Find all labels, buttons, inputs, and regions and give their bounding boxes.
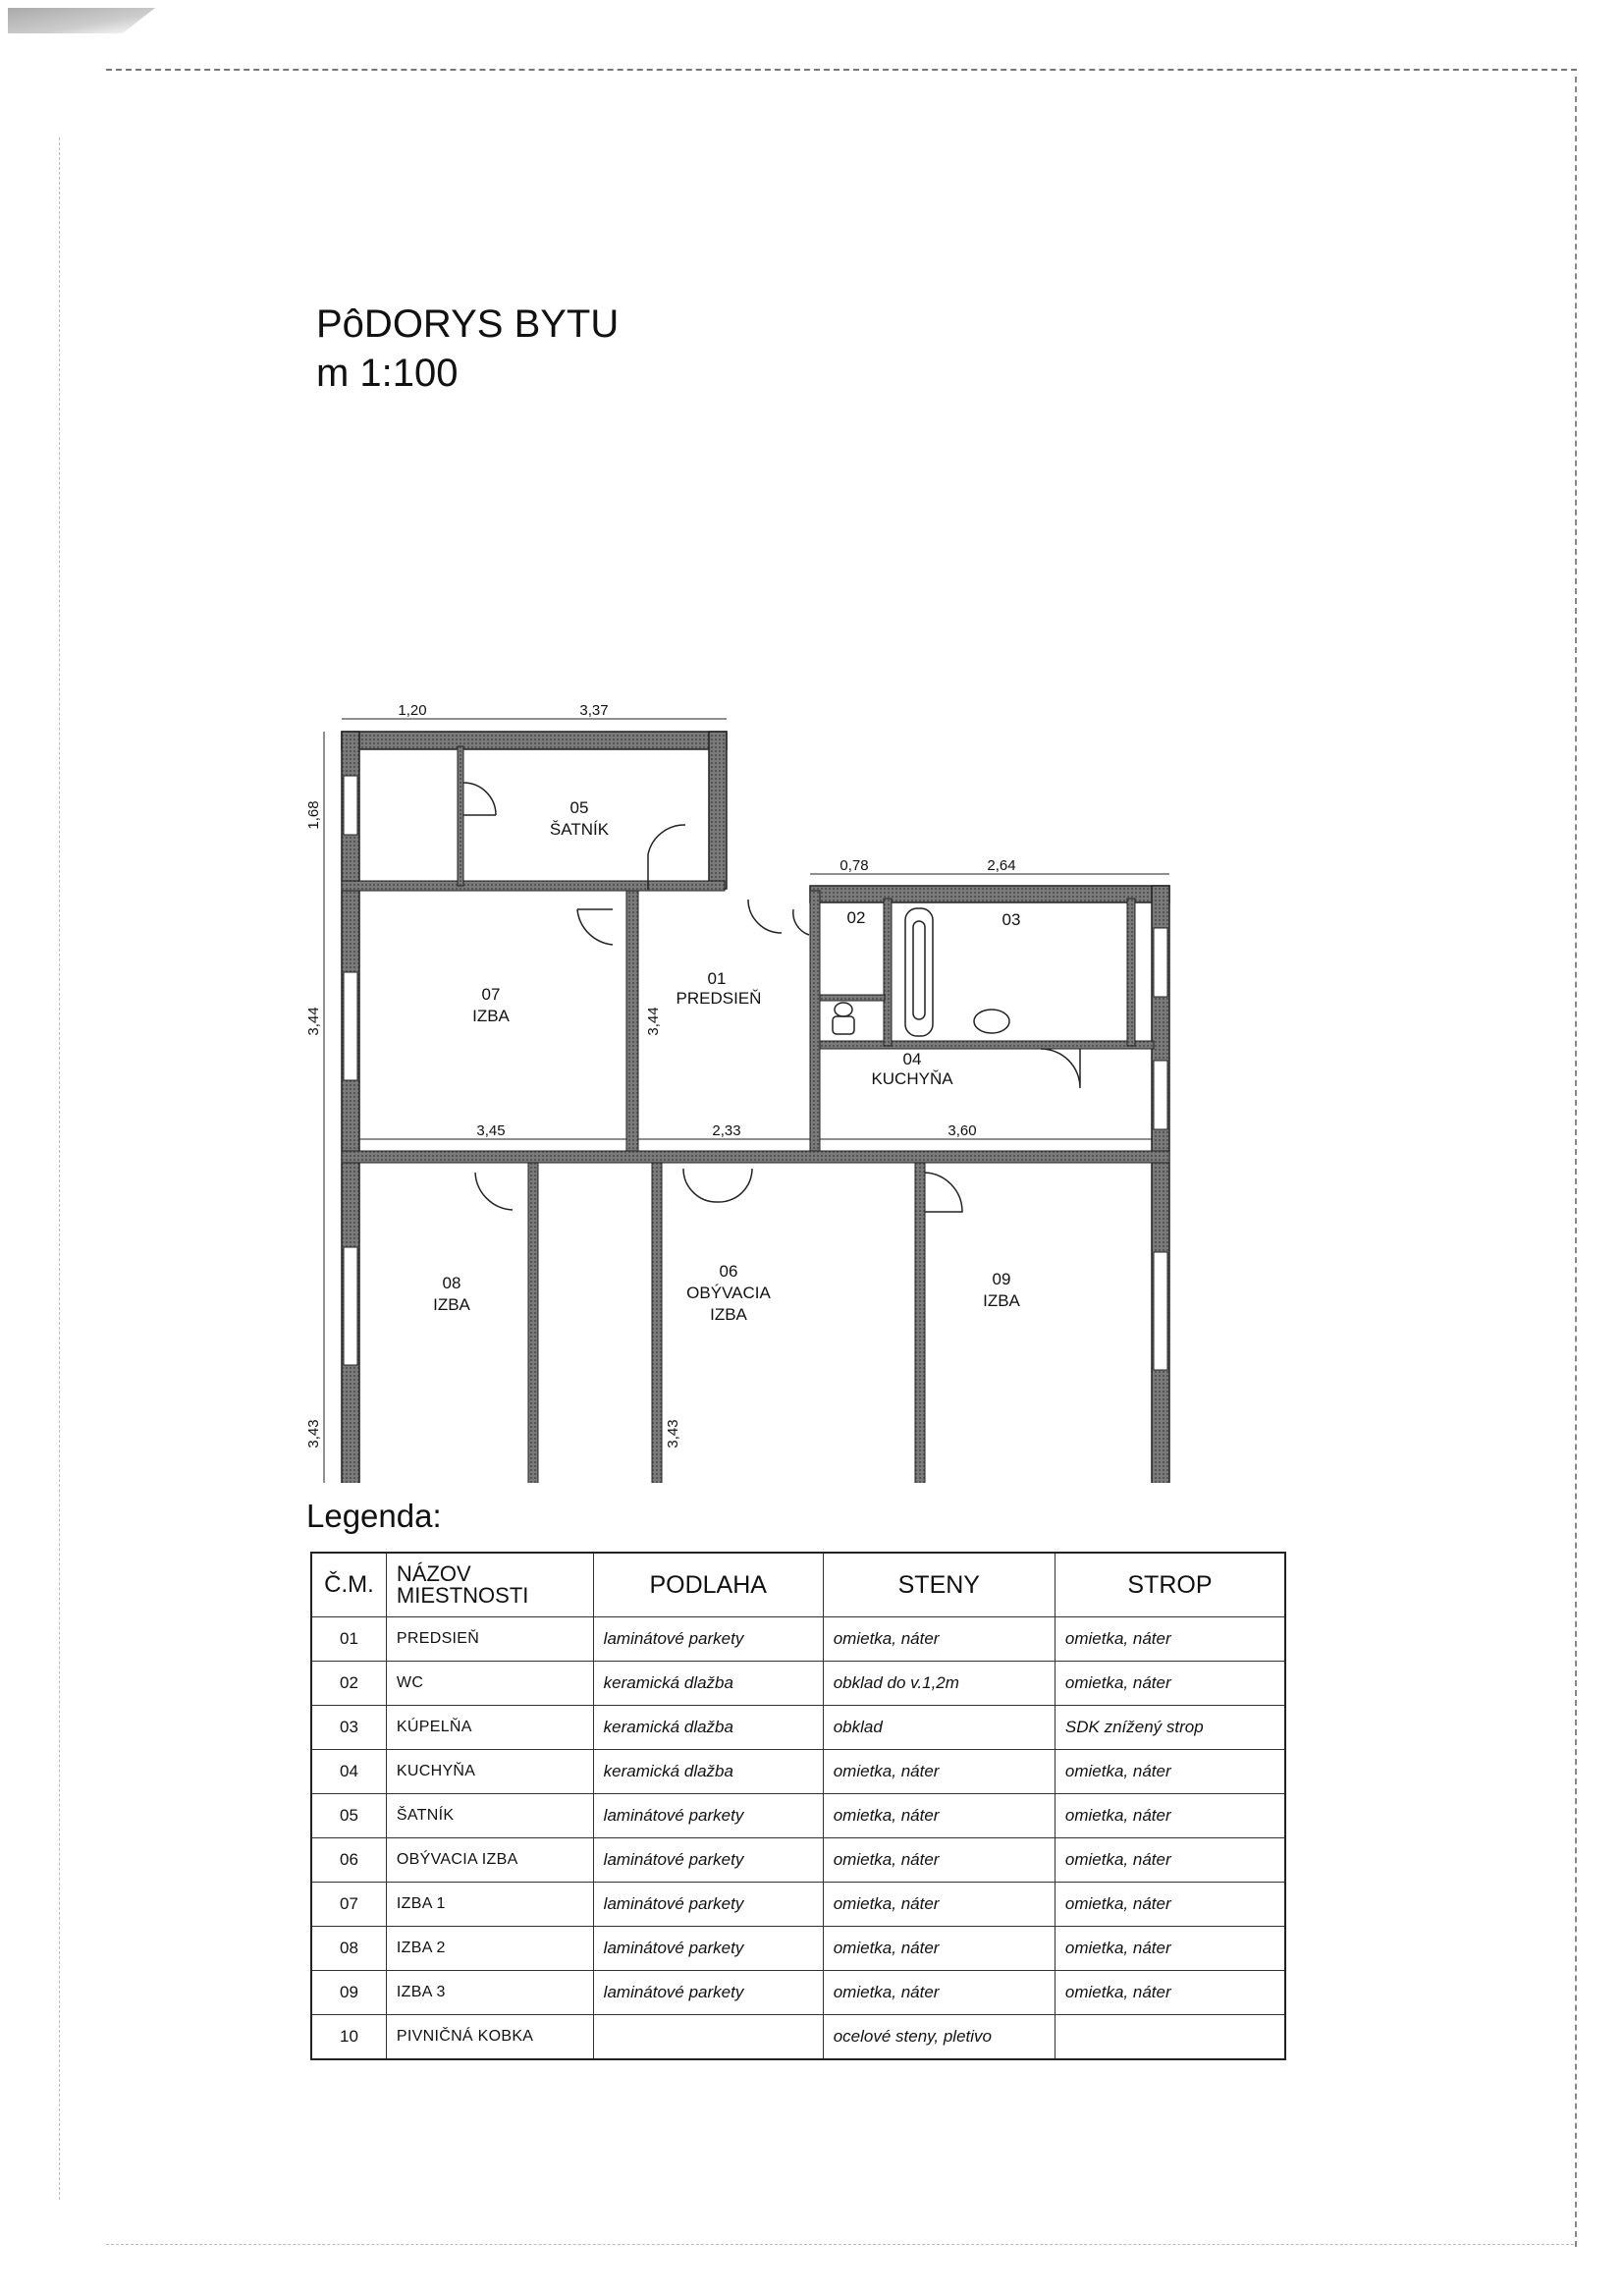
- cell-strop: [1055, 2015, 1285, 2060]
- cell-steny: obklad: [823, 1706, 1055, 1750]
- room-07-name: IZBA: [472, 1007, 510, 1025]
- sheet-border-top: [106, 69, 1577, 71]
- cell-name: PREDSIEŇ: [386, 1617, 593, 1662]
- cell-strop: omietka, náter: [1055, 1750, 1285, 1794]
- cell-num: 06: [311, 1838, 386, 1883]
- interior-walls: [342, 746, 1169, 1483]
- cell-strop: omietka, náter: [1055, 1883, 1285, 1927]
- room-08-name: IZBA: [433, 1295, 470, 1314]
- cell-podlaha: keramická dlažba: [593, 1662, 823, 1706]
- cell-strop: omietka, náter: [1055, 1927, 1285, 1971]
- dim-top-b: 3,37: [579, 702, 609, 719]
- cell-steny: omietka, náter: [823, 1883, 1055, 1927]
- cell-steny: omietka, náter: [823, 1750, 1055, 1794]
- cell-num: 02: [311, 1662, 386, 1706]
- dim-inner-07-w: 3,45: [476, 1122, 506, 1139]
- doors: [463, 783, 1080, 1212]
- page-title: [316, 300, 619, 398]
- dimension-labels: [305, 702, 1178, 1483]
- room-04-id: 04: [902, 1050, 922, 1068]
- room-05-id: 05: [569, 798, 589, 817]
- cell-strop: omietka, náter: [1055, 1617, 1285, 1662]
- scan-artifact: [8, 8, 155, 33]
- dim-top-a: 1,20: [398, 702, 427, 719]
- header-nazov: [386, 1553, 593, 1617]
- cell-steny: omietka, náter: [823, 1838, 1055, 1883]
- sheet-border-left: [59, 137, 60, 2200]
- cell-num: 04: [311, 1750, 386, 1794]
- dim-inner-06-h: 3,43: [665, 1419, 681, 1449]
- legend-header-row: [311, 1553, 1285, 1617]
- room-06-id: 06: [719, 1262, 738, 1281]
- cell-strop: omietka, náter: [1055, 1794, 1285, 1838]
- room-02-id: 02: [846, 908, 866, 927]
- cell-steny: omietka, náter: [823, 1794, 1055, 1838]
- dim-inner-04-w: 3,60: [947, 1122, 977, 1139]
- cell-num: 05: [311, 1794, 386, 1838]
- table-row: [311, 1971, 1285, 2015]
- cell-podlaha: keramická dlažba: [593, 1706, 823, 1750]
- cell-podlaha: [593, 2015, 823, 2060]
- cell-name: ŠATNÍK: [386, 1794, 593, 1838]
- cell-steny: ocelové steny, pletivo: [823, 2015, 1055, 2060]
- cell-strop: SDK znížený strop: [1055, 1706, 1285, 1750]
- table-row: [311, 1883, 1285, 1927]
- dim-top-d: 2,64: [987, 857, 1016, 874]
- cell-steny: obklad do v.1,2m: [823, 1662, 1055, 1706]
- table-row: [311, 1617, 1285, 1662]
- room-09-name: IZBA: [983, 1291, 1020, 1310]
- table-row: [311, 2015, 1285, 2060]
- cell-podlaha: keramická dlažba: [593, 1750, 823, 1794]
- cell-name: OBÝVACIA IZBA: [386, 1838, 593, 1883]
- dim-top-c: 0,78: [839, 857, 869, 874]
- room-06-name2: IZBA: [710, 1305, 747, 1324]
- cell-num: 10: [311, 2015, 386, 2060]
- cell-name: IZBA 2: [386, 1927, 593, 1971]
- room-05-name: ŠATNÍK: [549, 820, 610, 839]
- legend-table: [310, 1552, 1286, 2060]
- cell-steny: omietka, náter: [823, 1927, 1055, 1971]
- table-row: [311, 1750, 1285, 1794]
- cell-name: WC: [386, 1662, 593, 1706]
- header-steny: STENY: [823, 1553, 1055, 1617]
- room-01-name: PREDSIEŇ: [676, 989, 762, 1008]
- cell-podlaha: laminátové parkety: [593, 1838, 823, 1883]
- room-03-id: 03: [1001, 910, 1021, 929]
- table-row: [311, 1662, 1285, 1706]
- dim-left-c: 3,43: [305, 1419, 322, 1449]
- table-row: [311, 1927, 1285, 1971]
- table-row: [311, 1838, 1285, 1883]
- dim-left-a: 1,68: [305, 800, 322, 830]
- sheet-border-right: [1575, 77, 1577, 2247]
- dimension-lines: [324, 719, 1178, 1483]
- dim-left-b: 3,44: [305, 1007, 322, 1036]
- title-line-2: m 1:100: [316, 352, 459, 395]
- cell-podlaha: laminátové parkety: [593, 1927, 823, 1971]
- cell-podlaha: laminátové parkety: [593, 1617, 823, 1662]
- table-row: [311, 1794, 1285, 1838]
- header-nazov-line2: MIESTNOSTI: [396, 1583, 529, 1608]
- outer-walls: [342, 732, 1169, 1483]
- room-09-id: 09: [992, 1270, 1011, 1288]
- cell-podlaha: laminátové parkety: [593, 1794, 823, 1838]
- cell-strop: omietka, náter: [1055, 1662, 1285, 1706]
- cell-strop: omietka, náter: [1055, 1971, 1285, 2015]
- cell-name: PIVNIČNÁ KOBKA: [386, 2015, 593, 2060]
- legend-title: Legenda:: [306, 1498, 442, 1534]
- cell-num: 09: [311, 1971, 386, 2015]
- header-cm: Č.M.: [311, 1553, 386, 1617]
- room-04-name: KUCHYŇA: [871, 1069, 953, 1088]
- cell-name: IZBA 3: [386, 1971, 593, 2015]
- cell-name: KÚPELŇA: [386, 1706, 593, 1750]
- cell-num: 08: [311, 1927, 386, 1971]
- cell-name: KUCHYŇA: [386, 1750, 593, 1794]
- header-podlaha: PODLAHA: [593, 1553, 823, 1617]
- room-06-name: OBÝVACIA: [686, 1284, 771, 1302]
- cell-steny: omietka, náter: [823, 1617, 1055, 1662]
- floor-plan: [295, 687, 1178, 1483]
- table-row: [311, 1706, 1285, 1750]
- cell-num: 01: [311, 1617, 386, 1662]
- header-nazov-line1: NÁZOV: [396, 1561, 471, 1586]
- dim-inner-01-w: 2,33: [712, 1122, 741, 1139]
- cell-strop: omietka, náter: [1055, 1838, 1285, 1883]
- bathroom-fixtures: [833, 908, 1009, 1036]
- cell-num: 07: [311, 1883, 386, 1927]
- header-strop: STROP: [1055, 1553, 1285, 1617]
- cell-podlaha: laminátové parkety: [593, 1971, 823, 2015]
- room-07-id: 07: [481, 985, 501, 1004]
- sheet-border-bottom: [106, 2244, 1574, 2245]
- cell-name: IZBA 1: [386, 1883, 593, 1927]
- room-08-id: 08: [442, 1274, 461, 1292]
- room-01-id: 01: [707, 969, 727, 988]
- cell-podlaha: laminátové parkety: [593, 1883, 823, 1927]
- dim-inner-01-h: 3,44: [645, 1007, 662, 1036]
- cell-num: 03: [311, 1706, 386, 1750]
- title-line-1: PôDORYS BYTU: [316, 302, 620, 346]
- cell-steny: omietka, náter: [823, 1971, 1055, 2015]
